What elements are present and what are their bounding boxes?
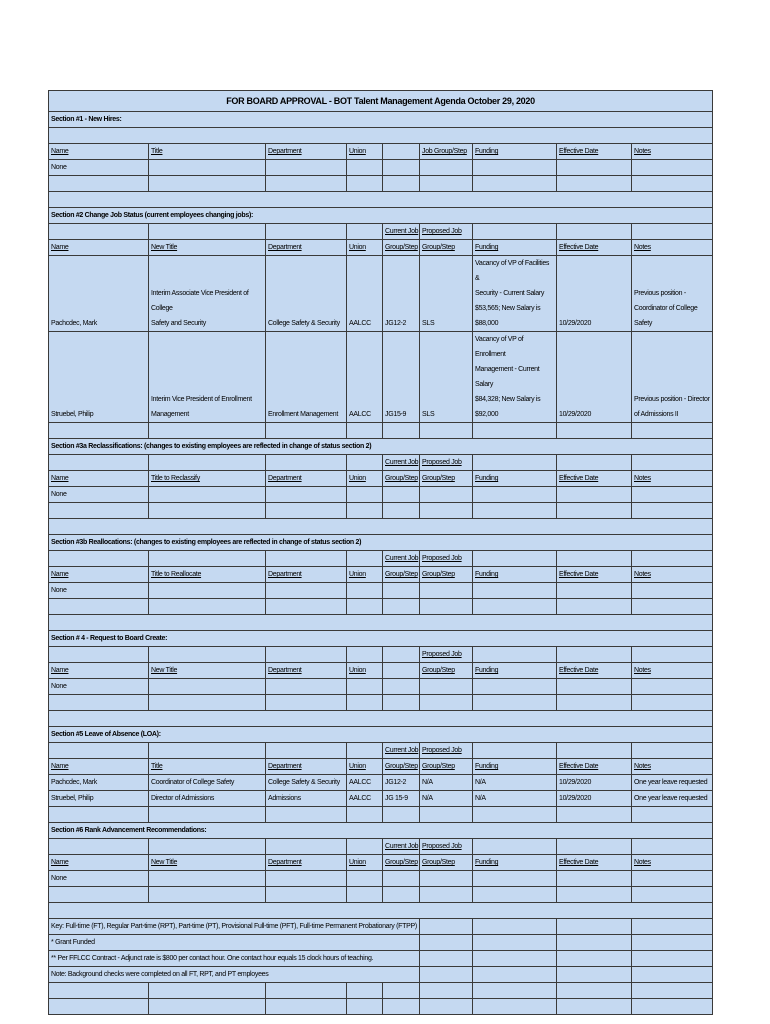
col-header-notes: Notes [632, 759, 713, 775]
notes: Previous position - Director of Admissions II [632, 332, 713, 423]
table-row [49, 791, 713, 807]
col-header-blank [383, 144, 420, 160]
col-header-notes: Notes [632, 855, 713, 871]
col-header-name: Name [49, 144, 149, 160]
col-header-funding: Funding [473, 144, 557, 160]
col-header-title: Title [149, 144, 266, 160]
col-header-department: Department [266, 240, 347, 256]
col-header-funding: Funding [473, 663, 557, 679]
col-header-union: Union [347, 567, 383, 583]
employee-union: AALCC [347, 775, 383, 791]
col-header-union: Union [347, 144, 383, 160]
col-header-title: Title [149, 759, 266, 775]
col-header-proposed-group: Group/Step [420, 567, 473, 583]
col-header-proposed-job: Proposed Job [420, 224, 473, 240]
employee-department: College Safety & Security [266, 775, 347, 791]
footnote-background-checks: Note: Background checks were completed on all FT, RPT, and PT employees [49, 967, 420, 983]
col-header-current-job: Current Job [383, 224, 420, 240]
col-header-department: Department [266, 471, 347, 487]
col-header-name: Name [49, 855, 149, 871]
col-header-proposed-group: Group/Step [420, 240, 473, 256]
none-cell: None [49, 871, 149, 887]
proposed-job-group: SLS [420, 256, 473, 332]
col-header-notes: Notes [632, 663, 713, 679]
proposed-job-group: N/A [420, 775, 473, 791]
col-header-proposed-job: Proposed Job [420, 743, 473, 759]
col-header-effective-date: Effective Date [557, 855, 632, 871]
col-header-department: Department [266, 144, 347, 160]
col-header-notes: Notes [632, 567, 713, 583]
talent-management-agenda-table [48, 90, 713, 1015]
col-header-funding: Funding [473, 240, 557, 256]
col-header-title-to-reclassify: Title to Reclassify [149, 471, 266, 487]
col-header-new-title: New Title [149, 855, 266, 871]
col-header-notes: Notes [632, 240, 713, 256]
col-header-proposed-job: Proposed Job [420, 647, 473, 663]
effective-date: 10/29/2020 [557, 332, 632, 423]
col-header-funding: Funding [473, 855, 557, 871]
section-4-heading: Section # 4 - Request to Board Create: [49, 631, 713, 647]
employee-name: Struebel, Philip [49, 332, 149, 423]
effective-date: 10/29/2020 [557, 791, 632, 807]
effective-date: 10/29/2020 [557, 256, 632, 332]
table-row [49, 775, 713, 791]
page-title: FOR BOARD APPROVAL - BOT Talent Management Agenda October 29, 2020 [49, 91, 713, 112]
col-header-proposed-group: Group/Step [420, 855, 473, 871]
section-6-heading: Section #6 Rank Advancement Recommendations: [49, 823, 713, 839]
employee-new-title: Interim Vice President of Enrollment Management [149, 332, 266, 423]
employee-union: AALCC [347, 332, 383, 423]
employee-title: Director of Admissions [149, 791, 266, 807]
funding-detail: Vacancy of VP of Enrollment Management - Current Salary $84,328; New Salary is $92,000 [473, 332, 557, 423]
col-header-current-job: Current Job [383, 551, 420, 567]
col-header-union: Union [347, 471, 383, 487]
col-header-union: Union [347, 855, 383, 871]
col-header-current-group: Group/Step [383, 567, 420, 583]
funding-detail: N/A [473, 775, 557, 791]
col-header-department: Department [266, 567, 347, 583]
col-header-new-title: New Title [149, 663, 266, 679]
footnote-grant: * Grant Funded [49, 935, 420, 951]
col-header-notes: Notes [632, 144, 713, 160]
funding-detail: Vacancy of VP of Facilities & Security - Current Salary $53,565; New Salary is $88,000 [473, 256, 557, 332]
section-3a-heading: Section #3a Reclassifications: (changes to existing employees are reflected in change of status section 2) [49, 439, 713, 455]
col-header-union: Union [347, 663, 383, 679]
proposed-job-group: SLS [420, 332, 473, 423]
table-row [49, 256, 713, 332]
current-job-group: JG 15-9 [383, 791, 420, 807]
col-header-current-group: Group/Step [383, 240, 420, 256]
col-header-name: Name [49, 567, 149, 583]
none-cell: None [49, 583, 149, 599]
col-header-name: Name [49, 240, 149, 256]
col-header-effective-date: Effective Date [557, 759, 632, 775]
section-5-heading: Section #5 Leave of Absence (LOA): [49, 727, 713, 743]
col-header-current-group: Group/Step [383, 471, 420, 487]
employee-department: Enrollment Management [266, 332, 347, 423]
footnote-key: Key: Full-time (FT), Regular Part-time (RPT), Part-time (PT), Provisional Full-time (PFT), Full-time Permanent Probationary (FTPP) [49, 919, 420, 935]
employee-name: Struebel, Philip [49, 791, 149, 807]
employee-union: AALCC [347, 256, 383, 332]
employee-union: AALCC [347, 791, 383, 807]
section-1-heading: Section #1 - New Hires: [49, 112, 713, 128]
col-header-proposed-group: Group/Step [420, 759, 473, 775]
col-header-current-job: Current Job [383, 839, 420, 855]
notes: Previous position - Coordinator of College Safety [632, 256, 713, 332]
table-row [49, 332, 713, 423]
col-header-department: Department [266, 663, 347, 679]
col-header-proposed-job: Proposed Job [420, 839, 473, 855]
current-job-group: JG12-2 [383, 775, 420, 791]
col-header-effective-date: Effective Date [557, 471, 632, 487]
col-header-name: Name [49, 471, 149, 487]
col-header-union: Union [347, 240, 383, 256]
funding-detail: N/A [473, 791, 557, 807]
col-header-effective-date: Effective Date [557, 663, 632, 679]
col-header-effective-date: Effective Date [557, 240, 632, 256]
notes: One year leave requested [632, 791, 713, 807]
footnote-adjunct-rate: ** Per FFLCC Contract - Adjunct rate is $800 per contact hour. One contact hour equals 15 clock hours of teaching. [49, 951, 420, 967]
employee-title: Coordinator of College Safety [149, 775, 266, 791]
effective-date: 10/29/2020 [557, 775, 632, 791]
col-header-proposed-job: Proposed Job [420, 551, 473, 567]
col-header-name: Name [49, 759, 149, 775]
notes: One year leave requested [632, 775, 713, 791]
col-header-proposed-group: Group/Step [420, 471, 473, 487]
col-header-funding: Funding [473, 567, 557, 583]
col-header-funding: Funding [473, 471, 557, 487]
employee-name: Pachcdec, Mark [49, 256, 149, 332]
section-2-heading: Section #2 Change Job Status (current employees changing jobs): [49, 208, 713, 224]
col-header-current-job: Current Job [383, 743, 420, 759]
proposed-job-group: N/A [420, 791, 473, 807]
none-cell: None [49, 487, 149, 503]
employee-department: College Safety & Security [266, 256, 347, 332]
col-header-department: Department [266, 855, 347, 871]
col-header-proposed-group: Group/Step [420, 663, 473, 679]
col-header-current-group: Group/Step [383, 855, 420, 871]
section-3b-heading: Section #3b Reallocations: (changes to existing employees are reflected in change of status section 2) [49, 535, 713, 551]
col-header-title-to-reallocate: Title to Reallocate [149, 567, 266, 583]
col-header-department: Department [266, 759, 347, 775]
employee-department: Admissions [266, 791, 347, 807]
col-header-current-job: Current Job [383, 455, 420, 471]
col-header-funding: Funding [473, 759, 557, 775]
col-header-effective-date: Effective Date [557, 567, 632, 583]
none-cell: None [49, 160, 149, 176]
col-header-proposed-job: Proposed Job [420, 455, 473, 471]
col-header-job-group: Job Group/Step [420, 144, 473, 160]
col-header-effective-date: Effective Date [557, 144, 632, 160]
current-job-group: JG15-9 [383, 332, 420, 423]
col-header-name: Name [49, 663, 149, 679]
col-header-current-group: Group/Step [383, 759, 420, 775]
current-job-group: JG12-2 [383, 256, 420, 332]
col-header-union: Union [347, 759, 383, 775]
col-header-new-title: New Title [149, 240, 266, 256]
none-cell: None [49, 679, 149, 695]
employee-new-title: Interim Associate Vice President of College Safety and Security [149, 256, 266, 332]
col-header-notes: Notes [632, 471, 713, 487]
employee-name: Pachcdec, Mark [49, 775, 149, 791]
